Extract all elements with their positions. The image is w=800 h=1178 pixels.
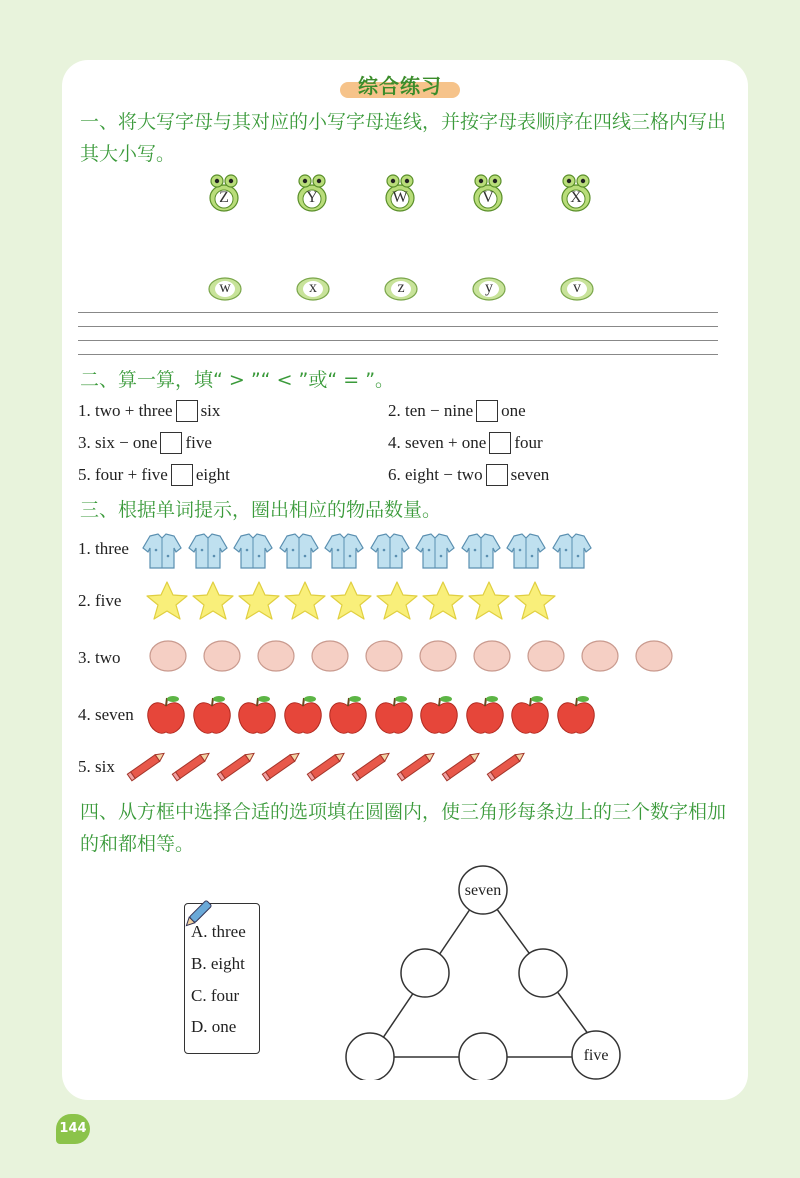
star-icon[interactable] (283, 580, 327, 627)
star-icon[interactable] (467, 580, 511, 627)
answer-box-2[interactable] (476, 400, 498, 422)
egg-icon[interactable] (526, 638, 566, 679)
apple-icon[interactable] (283, 694, 323, 741)
pencil-icon[interactable] (169, 748, 213, 789)
uppercase-letter: V (482, 189, 494, 206)
pencil-icon[interactable] (439, 748, 483, 789)
equation-1-left: 1. two + three (78, 401, 173, 420)
pencil-icon[interactable] (304, 748, 348, 789)
lilypad-3[interactable] (384, 276, 418, 307)
equation-2-left: 2. ten − nine (388, 401, 474, 420)
section4-heading-line2: 的和都相等。 (80, 833, 195, 855)
lowercase-letter: y (485, 279, 493, 296)
option-d: D. one (191, 1017, 237, 1036)
star-icon[interactable] (421, 580, 465, 627)
lilypad-4[interactable] (472, 276, 506, 307)
pencil-icon[interactable] (124, 748, 168, 789)
equation-3 (78, 432, 212, 454)
equation-4-right: four (514, 433, 543, 452)
star-icon[interactable] (329, 580, 373, 627)
section1-heading-line1: 一、将大写字母与其对应的小写字母连线，并按字母表顺序在四线三格内写出 (80, 111, 727, 133)
egg-icon[interactable] (472, 638, 512, 679)
frog-1[interactable] (208, 172, 240, 219)
lilypad-2[interactable] (296, 276, 330, 307)
uppercase-letter: X (570, 189, 582, 206)
lowercase-letter: x (309, 279, 317, 296)
frog-5[interactable] (560, 172, 592, 219)
apple-icon[interactable] (419, 694, 459, 741)
equation-6-right: seven (510, 465, 550, 484)
apple-icon[interactable] (465, 694, 505, 741)
lowercase-letter: w (219, 279, 231, 296)
apple-icon[interactable] (328, 694, 368, 741)
egg-icon[interactable] (256, 638, 296, 679)
option-c: C. four (191, 986, 240, 1005)
equation-3-left: 3. six − one (78, 433, 158, 452)
answer-box-1[interactable] (176, 400, 198, 422)
lilypad-5[interactable] (560, 276, 594, 307)
uppercase-letter: Z (219, 189, 229, 206)
jacket-icon[interactable] (279, 530, 319, 575)
pencil-icon[interactable] (484, 748, 528, 789)
jacket-icon[interactable] (188, 530, 228, 575)
triangle-diagram (340, 864, 630, 1080)
equation-3-right: five (185, 433, 212, 452)
star-icon[interactable] (191, 580, 235, 627)
frog-4[interactable] (472, 172, 504, 219)
equation-4-left: 4. seven + one (388, 433, 487, 452)
egg-icon[interactable] (310, 638, 350, 679)
pencil-icon[interactable] (349, 748, 393, 789)
star-icon[interactable] (375, 580, 419, 627)
answer-box-4[interactable] (489, 432, 511, 454)
apple-icon[interactable] (146, 694, 186, 741)
option-b: B. eight (191, 954, 245, 973)
row-2-label: 2. five (78, 591, 122, 610)
egg-icon[interactable] (580, 638, 620, 679)
egg-icon[interactable] (202, 638, 242, 679)
answer-box-6[interactable] (486, 464, 508, 486)
circle-left-middle[interactable] (401, 949, 449, 997)
egg-icon[interactable] (418, 638, 458, 679)
circle-top-text: seven (464, 882, 502, 899)
pen-icon (180, 898, 214, 932)
lowercase-letter: v (573, 279, 581, 296)
circle-bottom-left[interactable] (346, 1033, 394, 1080)
uppercase-letter: Y (306, 189, 318, 206)
row-4-label: 4. seven (78, 705, 134, 724)
jacket-icon[interactable] (370, 530, 410, 575)
star-icon[interactable] (237, 580, 281, 627)
jacket-icon[interactable] (552, 530, 592, 575)
egg-icon[interactable] (364, 638, 404, 679)
answer-box-5[interactable] (171, 464, 193, 486)
star-icon[interactable] (145, 580, 189, 627)
lilypad-1[interactable] (208, 276, 242, 307)
option-a: A. three (191, 922, 246, 941)
section1-heading-line2: 其大小写。 (80, 143, 176, 165)
apple-icon[interactable] (192, 694, 232, 741)
jacket-icon[interactable] (233, 530, 273, 575)
equation-1-right: six (200, 401, 221, 420)
jacket-icon[interactable] (324, 530, 364, 575)
equation-5 (78, 464, 230, 486)
row-5-label: 5. six (78, 757, 115, 776)
answer-box-3[interactable] (160, 432, 182, 454)
equation-2 (388, 400, 526, 422)
section2-heading: 二、算一算，填“ > ”“ < ”或“ = ”。 (80, 369, 395, 391)
frog-2[interactable] (296, 172, 328, 219)
jacket-icon[interactable] (142, 530, 182, 575)
pencil-icon[interactable] (394, 748, 438, 789)
circle-bottom-right-text: five (583, 1047, 609, 1064)
equation-1 (78, 400, 220, 422)
pencil-icon[interactable] (214, 748, 258, 789)
uppercase-letter: W (392, 189, 408, 206)
frog-3[interactable] (384, 172, 416, 219)
apple-icon[interactable] (237, 694, 277, 741)
star-icon[interactable] (513, 580, 557, 627)
jacket-icon[interactable] (506, 530, 546, 575)
apple-icon[interactable] (374, 694, 414, 741)
jacket-icon[interactable] (415, 530, 455, 575)
apple-icon[interactable] (510, 694, 550, 741)
page-title: 综合练习 (358, 74, 442, 98)
page-number: 144 (56, 1114, 90, 1144)
section4-heading-line1: 四、从方框中选择合适的选项填在圆圈内，使三角形每条边上的三个数字相加 (80, 801, 727, 823)
equation-6 (388, 464, 549, 486)
egg-icon[interactable] (148, 638, 188, 679)
circle-right-middle[interactable] (519, 949, 567, 997)
pencil-icon[interactable] (259, 748, 303, 789)
row-1-label: 1. three (78, 539, 129, 558)
apple-icon[interactable] (556, 694, 596, 741)
egg-icon[interactable] (634, 638, 674, 679)
jacket-icon[interactable] (461, 530, 501, 575)
equation-6-left: 6. eight − two (388, 465, 483, 484)
section3-heading: 三、根据单词提示，圈出相应的物品数量。 (80, 499, 442, 521)
equation-5-left: 5. four + five (78, 465, 168, 484)
equation-5-right: eight (195, 465, 230, 484)
row-3-label: 3. two (78, 648, 121, 667)
four-line-grid (78, 312, 718, 355)
lowercase-letter: z (397, 279, 405, 296)
circle-bottom-middle[interactable] (459, 1033, 507, 1080)
equation-4 (388, 432, 543, 454)
title-block (340, 66, 460, 106)
equation-2-right: one (501, 401, 526, 420)
